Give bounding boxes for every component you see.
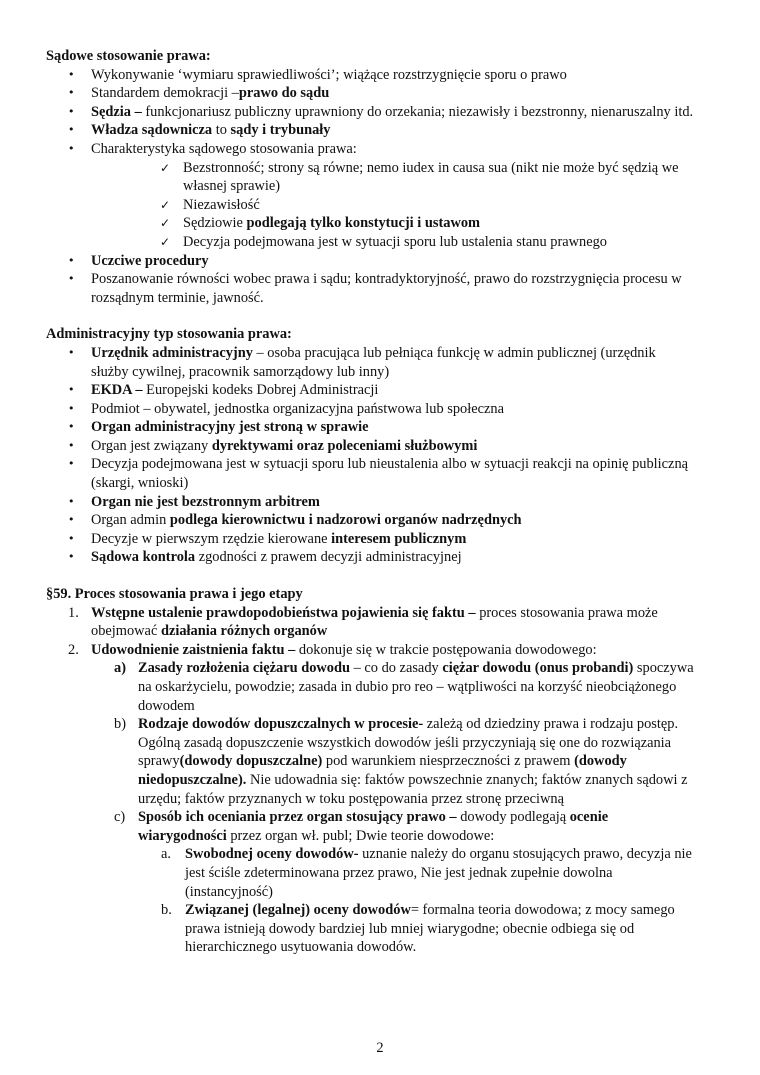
list-item: • Decyzja podejmowana jest w sytuacji sporu lub nieustalenia albo w sytuacji reakcji na opinię publiczną (skargi, wnioski) — [46, 455, 696, 492]
list-item: • Charakterystyka sądowego stosowania prawa: ✓ Bezstronność; strony są równe; nemo iudex in causa sua (nikt nie może być sędzią we własnej sprawie) ✓ Niezawisłość ✓ Sędziowie podlegają tylko konstytucji i ustawom ✓ Decyzja podejmowana jest w sytuacji sporu lub ustalenia stanu prawnego — [46, 140, 696, 252]
list-item: • EKDA – Europejski kodeks Dobrej Administracji — [46, 381, 696, 400]
list-item: • Organ administracyjny jest stroną w sprawie — [46, 418, 696, 437]
list-item: • Poszanowanie równości wobec prawa i sądu; kontradyktoryjność, prawo do rozstrzygnięcia procesu w rozsądnym terminie, jawność. — [46, 270, 696, 307]
list-item: • Standardem demokracji –prawo do sądu — [46, 84, 696, 103]
list-item: • Władza sądownicza to sądy i trybunały — [46, 121, 696, 140]
list-marker: a. — [161, 846, 171, 863]
checkmark-icon: ✓ — [160, 216, 171, 231]
numbered-item: 2. Udowodnienie zaistnienia faktu – dokonuje się w trakcie postępowania dowodowego: a) Zasady rozłożenia ciężaru dowodu – co do zasady ciężar dowodu (onus probandi) spoczywa na oskarżycielu, powodzie; zasada in dubio pro reo – wątpliwości na korzyść nieobciążonego dowodem b) Rodzaje dowodów dopuszczalnych w procesie- zależą od dziedziny prawa i rodzaju postęp. Ogólną zasadą dopuszczenie wszystkich dowodów jeśli przyczyniają się one do rozwiązania sprawy(dowody dopuszczalne) pod warunkiem niesprzeczności z prawem (dowody niedopuszczalne). Nie udowadnia się: faktów powszechnie znanych; faktów znanych sądowi z urzędu; faktów przyznanych w toku postępowania przez stronę przeciwną c) Sposób ich oceniania przez organ stosujący prawo – dowody podlegają ocenie wiarygodności przez organ wł. publ; Dwie teorie dowodowe: a. Swobodnej oceny dowodów- uznanie należy do organu stosujących prawo, decyzja nie jest ściśle zdeterminowana przez prawo, Nie jest jednak zupełnie dowolna (instancyjność) b. Związanej (legalnej) oceny dowodów= formalna teoria dowodowa; z mocy samego prawa istnieją dowody bardziej lub mniej wiarygodne; obecnie odbiega się od hierarchicznego usytuowania dowodów. — [46, 641, 696, 957]
page-content — [46, 47, 696, 957]
lettered-item: b) Rodzaje dowodów dopuszczalnych w procesie- zależą od dziedziny prawa i rodzaju postęp. Ogólną zasadą dopuszczenie wszystkich dowodów jeśli przyczyniają się one do rozwiązania sprawy(dowody dopuszczalne) pod warunkiem niesprzeczności z prawem (dowody niedopuszczalne). Nie udowadnia się: faktów powszechnie znanych; faktów znanych sądowi z urzędu; faktów przyznanych w toku postępowania przez stronę przeciwną — [114, 716, 688, 807]
section-heading: §59. Proces stosowania prawa i jego etapy — [46, 586, 303, 603]
checkmark-icon: ✓ — [160, 197, 171, 212]
list-item: • Organ nie jest bezstronnym arbitrem — [46, 493, 696, 512]
spacer — [46, 307, 696, 325]
list-item: • Organ admin podlega kierownictwu i nadzorowi organów nadrzędnych — [46, 511, 696, 530]
bullet-list — [46, 66, 696, 308]
spacer — [46, 567, 696, 585]
list-marker: b) — [114, 716, 126, 733]
list-marker: 1. — [68, 604, 79, 621]
list-marker: a) — [114, 660, 126, 677]
checkmark-item: ✓ Niezawisłość — [160, 196, 260, 213]
checkmark-item: ✓ Bezstronność; strony są równe; nemo iudex in causa sua (nikt nie może być sędzią we własnej sprawie) — [160, 159, 679, 195]
list-item: • Podmiot – obywatel, jednostka organizacyjna państwowa lub społeczna — [46, 400, 696, 419]
section-process — [46, 585, 696, 957]
numbered-item: 1. Wstępne ustalenie prawdopodobieństwa pojawienia się faktu – proces stosowania prawa może obejmować działania różnych organów — [68, 604, 658, 640]
list-marker: b. — [161, 902, 172, 919]
sub-lettered-list — [138, 845, 696, 957]
list-item: • Sędzia – funkcjonariusz publiczny uprawniony do orzekania; niezawisły i bezstronny, nienaruszalny itd. — [46, 103, 696, 122]
section-judicial — [46, 47, 696, 307]
checkmark-icon: ✓ — [160, 234, 171, 249]
section-administrative — [46, 325, 696, 567]
checkmark-item: ✓ Sędziowie podlegają tylko konstytucji i ustawom — [160, 215, 481, 232]
checkmark-item: ✓ Decyzja podejmowana jest w sytuacji sporu lub ustalenia stanu prawnego — [160, 233, 608, 250]
list-item: • Uczciwe procedury — [46, 252, 696, 271]
checkmark-icon: ✓ — [160, 160, 171, 175]
list-item: • Organ jest związany dyrektywami oraz poleceniami służbowymi — [46, 437, 696, 456]
bullet-list — [46, 344, 696, 567]
list-marker: 2. — [68, 641, 79, 658]
list-marker: c) — [114, 809, 126, 826]
checkmark-list — [91, 159, 696, 252]
section-heading: Sądowe stosowanie prawa: — [46, 48, 211, 64]
sub-lettered-item: a. Swobodnej oceny dowodów- uznanie należy do organu stosujących prawo, decyzja nie jest ściśle zdeterminowana przez prawo, Nie jest jednak zupełnie dowolna (instancyjność) — [161, 846, 692, 900]
list-item: • Decyzje w pierwszym rzędzie kierowane interesem publicznym — [46, 530, 696, 549]
section-heading: Administracyjny typ stosowania prawa: — [46, 326, 292, 343]
lettered-list — [91, 659, 696, 957]
list-item: • Sądowa kontrola zgodności z prawem decyzji administracyjnej — [46, 548, 696, 567]
lettered-item: c) Sposób ich oceniania przez organ stosujący prawo – dowody podlegają ocenie wiarygodności przez organ wł. publ; Dwie teorie dowodowe: a. Swobodnej oceny dowodów- uznanie należy do organu stosujących prawo, decyzja nie jest ściśle zdeterminowana przez prawo, Nie jest jednak zupełnie dowolna (instancyjność) b. Związanej (legalnej) oceny dowodów= formalna teoria dowodowa; z mocy samego prawa istnieją dowody bardziej lub mniej wiarygodne; obecnie odbiega się od hierarchicznego usytuowania dowodów. — [46, 808, 696, 957]
sub-lettered-item: b. Związanej (legalnej) oceny dowodów= formalna teoria dowodowa; z mocy samego prawa istnieją dowody bardziej lub mniej wiarygodne; obecnie odbiega się od hierarchicznego usytuowania dowodów. — [161, 902, 675, 956]
numbered-list — [46, 604, 696, 957]
lettered-item: a) Zasady rozłożenia ciężaru dowodu – co do zasady ciężar dowodu (onus probandi) spoczywa na oskarżycielu, powodzie; zasada in dubio pro reo – wątpliwości na korzyść nieobciążonego dowodem — [114, 660, 694, 714]
list-item: • Wykonywanie ‘wymiaru sprawiedliwości’; wiążące rozstrzygnięcie sporu o prawo — [46, 66, 696, 85]
page-number: 2 — [376, 1040, 384, 1056]
list-item: • Urzędnik administracyjny – osoba pracująca lub pełniąca funkcję w admin publicznej (urzędnik służby cywilnej, pracownik samorządowy lub inny) — [46, 344, 696, 381]
